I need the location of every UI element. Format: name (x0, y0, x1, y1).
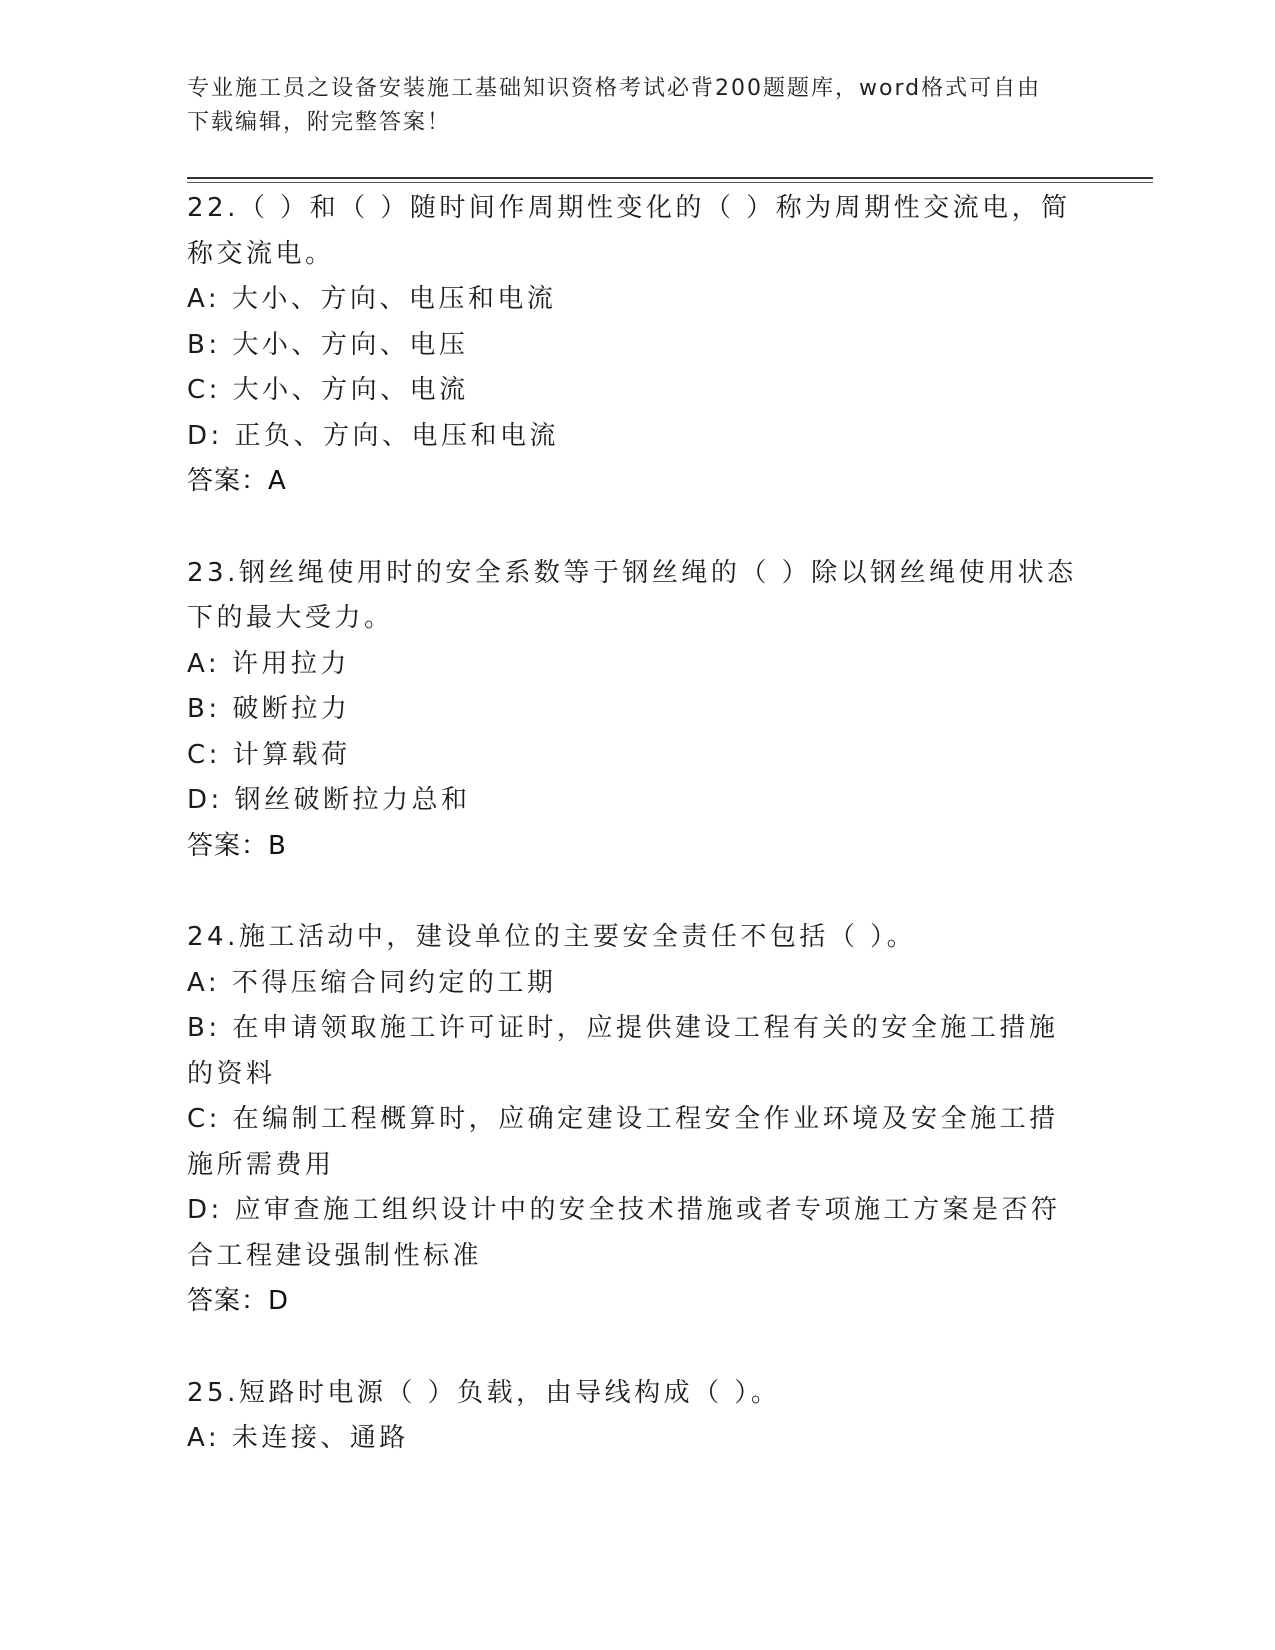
question-25 (187, 1371, 1087, 1462)
option-a: A: 不得压缩合同约定的工期 (187, 967, 557, 998)
option-c: C: 在编制工程概算时，应确定建设工程安全作业环境及安全施工措施所需费用 (187, 1104, 1059, 1180)
option-c: C: 计算载荷 (187, 739, 351, 770)
option-b: B: 破断拉力 (187, 694, 351, 724)
header-divider-thick (187, 177, 1153, 179)
answer-line: 答案：B (187, 830, 287, 861)
answer-line: 答案：D (187, 1286, 290, 1316)
option-a: A: 许用拉力 (187, 648, 350, 679)
question-stem: 22.（ ）和（ ）随时间作周期性变化的（ ）称为周期性交流电，简称交流电。 (187, 193, 1071, 269)
question-stem: 24.施工活动中，建设单位的主要安全责任不包括（ ）。 (187, 922, 917, 952)
question-stem: 25.短路时电源（ ）负载，由导线构成（ ）。 (187, 1377, 781, 1408)
option-b: B: 大小、方向、电压 (187, 329, 469, 360)
option-c: C: 大小、方向、电流 (187, 375, 469, 405)
option-a: A: 未连接、通路 (187, 1423, 409, 1453)
option-b: B: 在申请领取施工许可证时，应提供建设工程有关的安全施工措施的资料 (187, 1013, 1059, 1089)
header-line-1: 专业施工员之设备安装施工基础知识资格考试必背200题题库，word格式可自由 (187, 76, 1042, 101)
question-22 (187, 186, 1087, 505)
question-list (187, 186, 1087, 1508)
question-23 (187, 551, 1087, 870)
answer-line: 答案：A (187, 466, 287, 496)
header-line-2: 下载编辑，附完整答案！ (187, 110, 452, 135)
question-stem: 23.钢丝绳使用时的安全系数等于钢丝绳的（ ）除以钢丝绳使用状态下的最大受力。 (187, 557, 1077, 633)
document-header (187, 72, 1067, 140)
option-d: D: 钢丝破断拉力总和 (187, 785, 471, 815)
header-divider-thin (187, 182, 1153, 183)
option-d: D: 应审查施工组织设计中的安全技术措施或者专项施工方案是否符合工程建设强制性标准 (187, 1195, 1061, 1271)
option-d: D: 正负、方向、电压和电流 (187, 420, 560, 451)
option-a: A: 大小、方向、电压和电流 (187, 284, 557, 314)
question-24 (187, 915, 1087, 1325)
